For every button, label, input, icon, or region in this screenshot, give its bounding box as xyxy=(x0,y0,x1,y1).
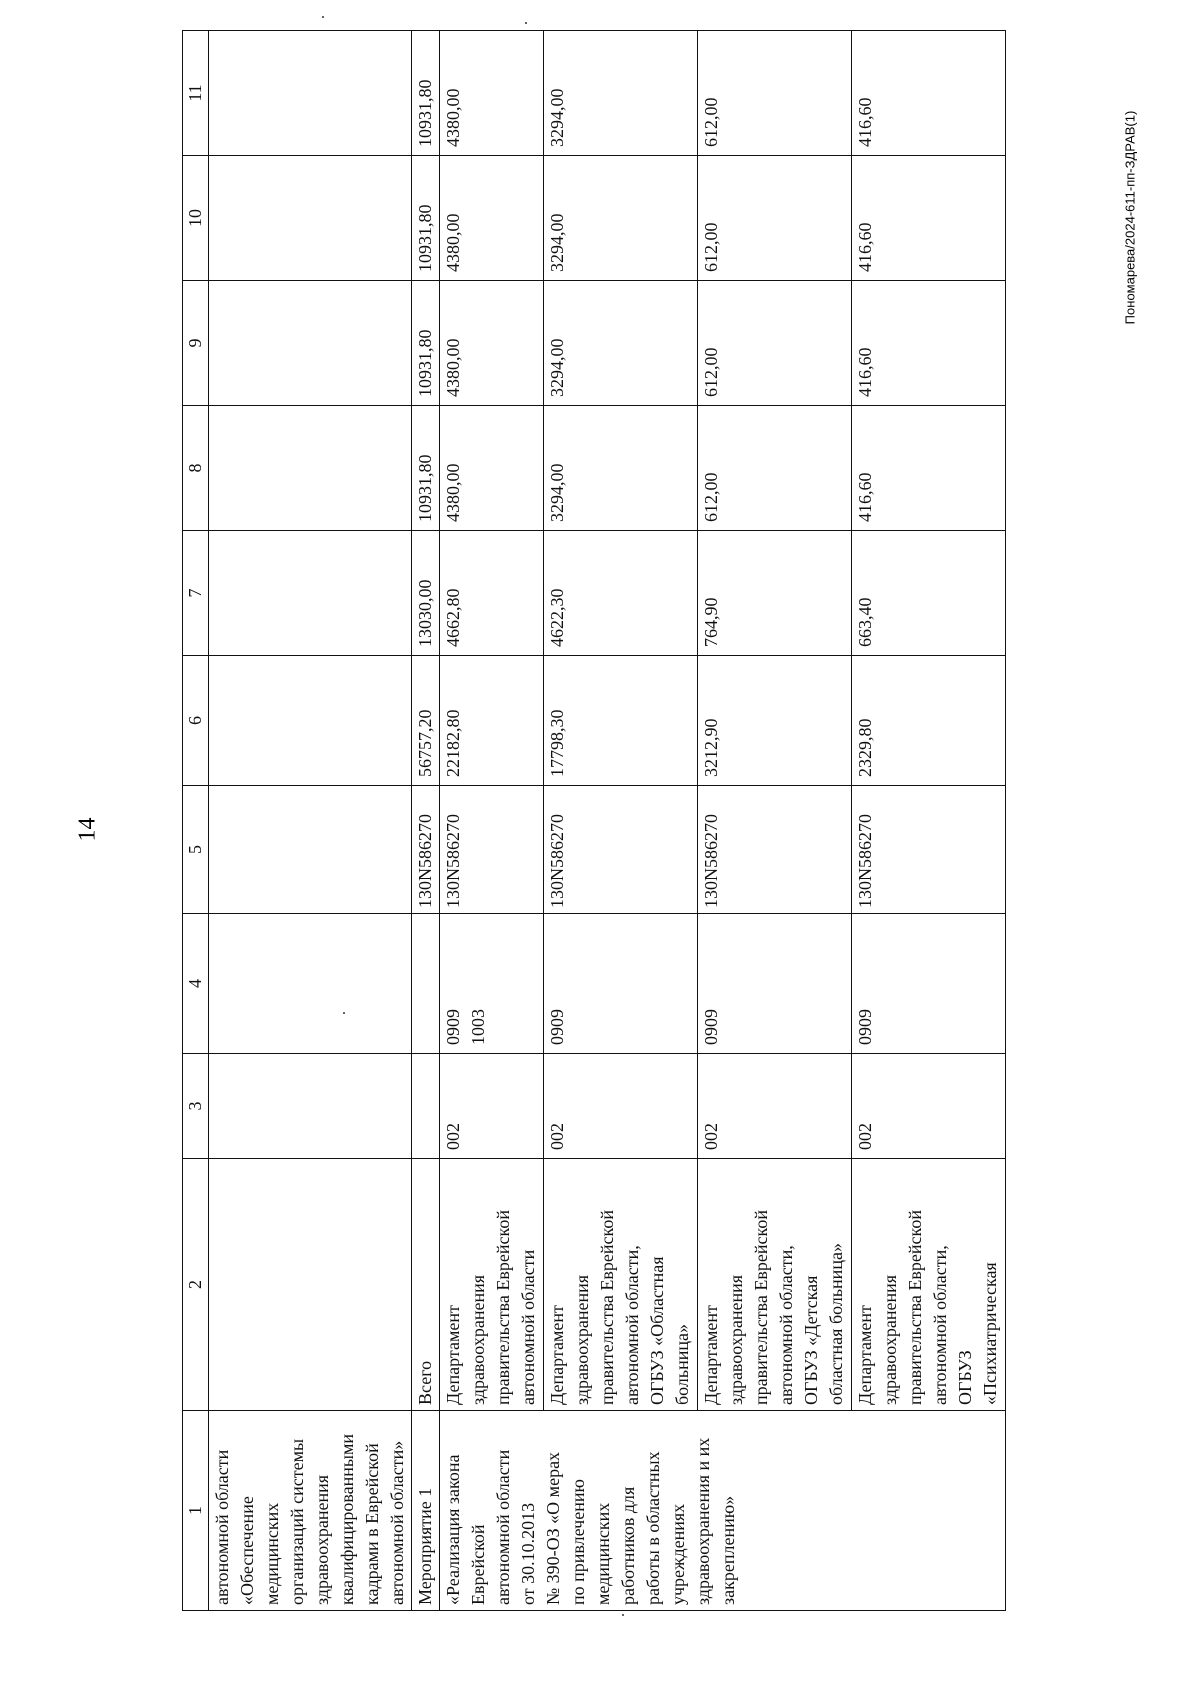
table-cell xyxy=(209,406,412,531)
value-cell: 3294,00 xyxy=(544,156,698,281)
scan-speck xyxy=(622,1614,624,1616)
value-cell: 56757,20 xyxy=(412,656,440,786)
value-cell: 4380,00 xyxy=(440,281,544,406)
code-cell: 0909 xyxy=(544,914,698,1054)
landscape-page xyxy=(182,31,1082,1611)
column-number: 5 xyxy=(183,786,209,914)
budget-table xyxy=(182,30,1006,1611)
code-cell: 0909 xyxy=(852,914,1006,1054)
value-cell: 13030,00 xyxy=(412,531,440,656)
value-cell: 612,00 xyxy=(698,281,852,406)
table-row xyxy=(544,31,698,1611)
value-cell: 612,00 xyxy=(698,406,852,531)
measure-title-cell: Мероприятие 1 xyxy=(412,1411,440,1611)
value-cell: 2329,80 xyxy=(852,656,1006,786)
value-cell: 10931,80 xyxy=(412,281,440,406)
table-cell xyxy=(209,531,412,656)
page-number: 14 xyxy=(74,817,101,842)
table-cell xyxy=(209,786,412,914)
executor-cell: Департамент здравоохранения правительства Еврейской автономной области, ОГБУЗ «Областная больница» xyxy=(544,1159,698,1411)
value-cell: 416,60 xyxy=(852,281,1006,406)
value-cell: 416,60 xyxy=(852,406,1006,531)
column-number: 2 xyxy=(183,1159,209,1411)
table-cell xyxy=(209,281,412,406)
value-cell: 3294,00 xyxy=(544,31,698,156)
value-cell: 764,90 xyxy=(698,531,852,656)
value-cell: 4380,00 xyxy=(440,156,544,281)
value-cell: 612,00 xyxy=(698,31,852,156)
column-number: 6 xyxy=(183,656,209,786)
value-cell: 3212,90 xyxy=(698,656,852,786)
column-number: 8 xyxy=(183,406,209,531)
column-number: 4 xyxy=(183,914,209,1054)
value-cell: 10931,80 xyxy=(412,31,440,156)
code-cell: 002 xyxy=(544,1054,698,1159)
table-cell xyxy=(209,914,412,1054)
code-cell: 130N586270 xyxy=(852,786,1006,914)
value-cell: 22182,80 xyxy=(440,656,544,786)
code-cell: 130N586270 xyxy=(412,786,440,914)
executor-cell: Департамент здравоохранения правительства Еврейской автономной области xyxy=(440,1159,544,1411)
value-cell: 10931,80 xyxy=(412,406,440,531)
table-row xyxy=(209,31,412,1611)
column-number: 11 xyxy=(183,31,209,156)
program-name-cell: автономной области «Обеспечение медицинских организаций системы здравоохранения квалифицированными кадрами в Еврейской автономной области» xyxy=(209,1411,412,1611)
table-row xyxy=(852,31,1006,1611)
column-number: 7 xyxy=(183,531,209,656)
column-number: 1 xyxy=(183,1411,209,1611)
document-id: Пономарева/2024-611-пп-ЗДРАВ(1) xyxy=(1122,110,1138,325)
code-cell: 130N586270 xyxy=(698,786,852,914)
value-cell: 612,00 xyxy=(698,156,852,281)
code-cell: 130N586270 xyxy=(544,786,698,914)
value-cell: 10931,80 xyxy=(412,156,440,281)
code-cell: 002 xyxy=(440,1054,544,1159)
table-cell xyxy=(209,1159,412,1411)
value-cell: 3294,00 xyxy=(544,406,698,531)
value-cell: 4662,80 xyxy=(440,531,544,656)
value-cell: 17798,30 xyxy=(544,656,698,786)
table-cell xyxy=(209,156,412,281)
code-cell: 0909 1003 xyxy=(440,914,544,1054)
measure-description-cell: «Реализация закона Еврейской автономной области от 30.10.2013 № 390-ОЗ «О мерах по привлечению медицинских работников для работы в областных учреждениях здравоохранения и их закреплению» xyxy=(440,1411,1006,1611)
code-cell: 002 xyxy=(698,1054,852,1159)
column-number: 9 xyxy=(183,281,209,406)
scan-speck xyxy=(322,16,324,18)
table-cell xyxy=(209,31,412,156)
value-cell: 416,60 xyxy=(852,31,1006,156)
value-cell: 3294,00 xyxy=(544,281,698,406)
table-cell xyxy=(412,1054,440,1159)
table-row xyxy=(412,31,440,1611)
code-cell: 002 xyxy=(852,1054,1006,1159)
table-cell xyxy=(209,1054,412,1159)
value-cell: 416,60 xyxy=(852,156,1006,281)
value-cell: 4622,30 xyxy=(544,531,698,656)
total-label-cell: Всего xyxy=(412,1159,440,1411)
executor-cell: Департамент здравоохранения правительства Еврейской автономной области, ОГБУЗ «Детская областная больница» xyxy=(698,1159,852,1411)
table-row xyxy=(698,31,852,1611)
table-cell xyxy=(412,914,440,1054)
column-number: 3 xyxy=(183,1054,209,1159)
code-cell: 130N586270 xyxy=(440,786,544,914)
value-cell: 663,40 xyxy=(852,531,1006,656)
scan-speck xyxy=(525,22,527,24)
value-cell: 4380,00 xyxy=(440,406,544,531)
column-number-row xyxy=(183,31,209,1611)
value-cell: 4380,00 xyxy=(440,31,544,156)
column-number: 10 xyxy=(183,156,209,281)
executor-cell: Департамент здравоохранения правительства Еврейской автономной области, ОГБУЗ «Психиатрическая xyxy=(852,1159,1006,1411)
code-cell: 0909 xyxy=(698,914,852,1054)
table-cell xyxy=(209,656,412,786)
scan-speck xyxy=(343,1012,345,1014)
table-row xyxy=(440,31,544,1611)
